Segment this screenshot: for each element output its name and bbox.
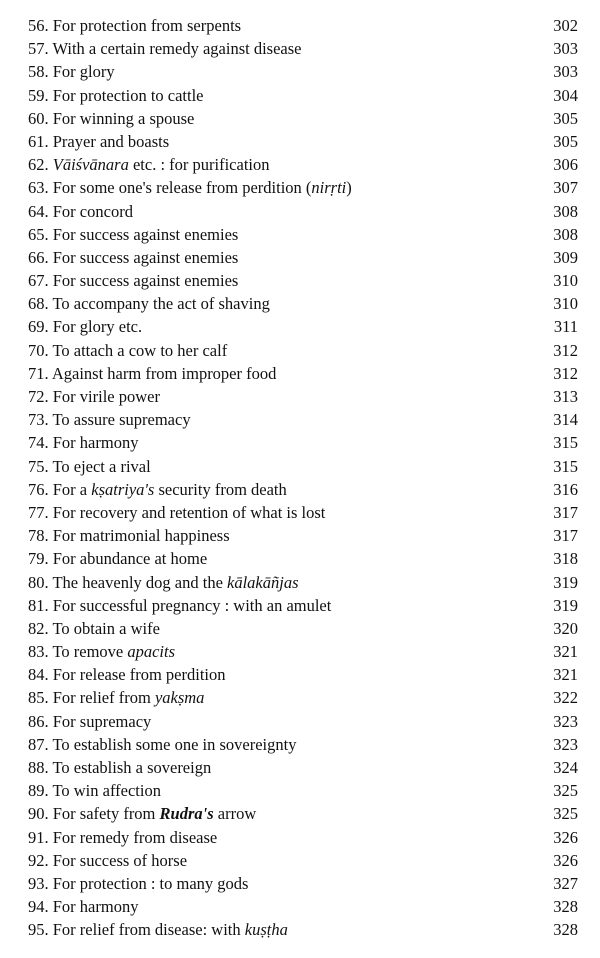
toc-entry <box>28 431 578 454</box>
toc-entry <box>28 176 578 199</box>
toc-entry-page-number: 318 <box>553 549 578 569</box>
toc-entry-title <box>28 385 160 408</box>
toc-entry <box>28 501 578 524</box>
toc-entry-title-text: 92. For success of horse <box>28 850 188 870</box>
toc-entry <box>28 826 578 849</box>
toc-entry-page-number: 315 <box>553 433 578 453</box>
toc-entry-title-italic: kālakāñjas <box>227 572 299 592</box>
toc-entry <box>28 246 578 269</box>
toc-entry-page-number: 312 <box>553 363 578 383</box>
toc-entry-page-number: 308 <box>553 201 578 221</box>
toc-entry-title <box>28 918 288 941</box>
toc-entry <box>28 200 578 223</box>
toc-entry-title <box>28 802 256 825</box>
toc-entry-title <box>28 756 211 779</box>
toc-entry-title-italic: apacits <box>127 642 176 662</box>
toc-entry-title-text: ) <box>346 178 352 198</box>
toc-entry-title-text: 75. To eject a rival <box>28 456 151 476</box>
toc-entry-title-text: arrow <box>213 804 257 824</box>
toc-entry <box>28 918 578 941</box>
toc-entry-title <box>28 663 225 686</box>
toc-entry-title-text: 95. For relief from disease: with <box>28 920 245 940</box>
toc-entry-title-bold-italic: Rudra's <box>159 804 214 824</box>
toc-entry-page-number: 326 <box>553 850 578 870</box>
toc-entry-page-number: 316 <box>553 479 578 499</box>
toc-entry-title-text: 64. For concord <box>28 201 133 221</box>
toc-entry-title <box>28 60 115 83</box>
toc-entry-title <box>28 84 204 107</box>
toc-entry-title-text: 57. With a certain remedy against disease <box>28 39 302 59</box>
toc-entry-page-number: 320 <box>553 618 578 638</box>
toc-entry <box>28 315 578 338</box>
toc-entry-title-text: 94. For harmony <box>28 897 139 917</box>
toc-entry-title <box>28 130 169 153</box>
toc-entry <box>28 895 578 918</box>
toc-entry-title-text: 78. For matrimonial happiness <box>28 526 230 546</box>
toc-entry-title-italic: Vāiśvānara <box>52 155 129 175</box>
toc-entry-page-number: 309 <box>553 247 578 267</box>
toc-entry-title-text: 72. For virile power <box>28 387 160 406</box>
toc-entry-page-number: 306 <box>553 155 578 175</box>
toc-entry-page-number: 325 <box>553 804 578 824</box>
toc-entry-title-text: 81. For successful pregnancy : with an amulet <box>28 595 332 615</box>
toc-entry <box>28 60 578 83</box>
toc-entry <box>28 84 578 107</box>
toc-entry-title <box>28 524 230 547</box>
toc-entry-title <box>28 547 207 570</box>
toc-entry-title-text: 56. For protection from serpents <box>28 16 242 35</box>
toc-entry <box>28 640 578 663</box>
toc-entry-title-text: 86. For supremacy <box>28 711 152 731</box>
toc-entry <box>28 269 578 292</box>
toc-entry-page-number: 328 <box>553 920 578 940</box>
toc-entry-title-text: 68. To accompany the act of shaving <box>28 294 270 314</box>
toc-entry-title <box>28 640 175 663</box>
toc-entry-title-text: 60. For winning a spouse <box>28 108 195 128</box>
toc-entry-title-text: 69. For glory etc. <box>28 317 143 337</box>
toc-entry-title-text: 91. For remedy from disease <box>28 827 218 847</box>
toc-entry-title <box>28 246 238 269</box>
toc-entry-page-number: 303 <box>553 62 578 82</box>
toc-entry-title-text: 82. To obtain a wife <box>28 618 160 638</box>
toc-entry-title <box>28 594 331 617</box>
toc-entry-title-text: 77. For recovery and retention of what is lost <box>28 502 326 522</box>
toc-entry-title-text: 67. For success against enemies <box>28 271 239 291</box>
toc-entry-title-text: 58. For glory <box>28 62 115 82</box>
toc-entry-page-number: 317 <box>553 526 578 546</box>
toc-entry-page-number: 326 <box>553 827 578 847</box>
toc-entry <box>28 130 578 153</box>
toc-entry-page-number: 308 <box>553 224 578 244</box>
toc-entry-page-number: 322 <box>553 688 578 708</box>
toc-entry-page-number: 314 <box>553 410 578 430</box>
toc-entry-title <box>28 362 276 385</box>
toc-entry-title <box>28 455 151 478</box>
toc-entry <box>28 571 578 594</box>
toc-entry-title-italic: nirṛti <box>311 178 347 198</box>
toc-entry-title <box>28 826 217 849</box>
toc-entry-page-number: 327 <box>553 873 578 893</box>
toc-entry <box>28 107 578 130</box>
toc-entry-title <box>28 153 270 176</box>
toc-entry-title-text: 90. For safety from <box>28 804 160 824</box>
toc-entry-page-number: 324 <box>553 758 578 777</box>
toc-entry-title <box>28 14 241 37</box>
toc-entry <box>28 802 578 825</box>
toc-entry-page-number: 312 <box>553 340 578 360</box>
toc-entry <box>28 223 578 246</box>
toc-entry-page-number: 328 <box>553 897 578 917</box>
toc-entry-page-number: 317 <box>553 502 578 522</box>
toc-entry <box>28 872 578 895</box>
toc-entry-title-text: 66. For success against enemies <box>28 247 239 267</box>
toc-entry <box>28 733 578 756</box>
toc-entry-title-text: 61. Prayer and boasts <box>28 131 170 151</box>
toc-entry <box>28 455 578 478</box>
toc-entry <box>28 617 578 640</box>
toc-entry <box>28 37 578 60</box>
toc-entry-title <box>28 710 151 733</box>
toc-entry-page-number: 302 <box>553 16 578 35</box>
toc-entry-title <box>28 292 270 315</box>
toc-entry-title <box>28 223 238 246</box>
toc-entry-title <box>28 339 227 362</box>
toc-entry-title-text: 84. For release from perdition <box>28 665 226 685</box>
toc-entry-title <box>28 571 299 594</box>
toc-entry <box>28 362 578 385</box>
toc-entry <box>28 594 578 617</box>
toc-entry <box>28 779 578 802</box>
toc-entry-page-number: 310 <box>553 271 578 291</box>
toc-entry <box>28 710 578 733</box>
toc-entry-page-number: 323 <box>553 711 578 731</box>
toc-entry-title <box>28 176 352 199</box>
toc-entry-title-text: 73. To assure supremacy <box>28 410 191 430</box>
toc-entry-title-text: 65. For success against enemies <box>28 224 239 244</box>
toc-entry-title-italic: yakṣma <box>154 688 205 708</box>
table-of-contents <box>28 14 578 942</box>
toc-entry-title-text: 59. For protection to cattle <box>28 85 204 105</box>
toc-entry-page-number: 319 <box>553 595 578 615</box>
toc-entry <box>28 478 578 501</box>
toc-entry <box>28 14 578 37</box>
toc-entry-title-text: 80. The heavenly dog and the <box>28 572 228 592</box>
toc-entry-title <box>28 779 161 802</box>
toc-entry-title-italic: kṣatriya's <box>91 479 155 499</box>
toc-entry-title-text: 89. To win affection <box>28 781 161 801</box>
toc-entry <box>28 663 578 686</box>
toc-entry-page-number: 319 <box>553 572 578 592</box>
toc-entry <box>28 547 578 570</box>
toc-entry-title-text: 79. For abundance at home <box>28 549 208 569</box>
toc-entry <box>28 849 578 872</box>
toc-entry <box>28 385 578 408</box>
toc-entry-title-text: 88. To establish a sovereign <box>28 758 212 777</box>
toc-entry-title-italic: kuṣṭha <box>244 920 288 940</box>
toc-entry-title <box>28 107 194 130</box>
toc-entry-page-number: 303 <box>553 39 578 59</box>
toc-entry-title-text: 83. To remove <box>28 642 128 662</box>
toc-entry-title <box>28 269 238 292</box>
toc-entry-page-number: 313 <box>553 387 578 406</box>
toc-entry-page-number: 307 <box>553 178 578 198</box>
toc-entry-title-text: 76. For a <box>28 479 92 499</box>
toc-entry-page-number: 325 <box>553 781 578 801</box>
toc-entry-page-number: 321 <box>553 665 578 685</box>
toc-entry-page-number: 323 <box>553 734 578 754</box>
toc-entry-title <box>28 849 187 872</box>
toc-entry <box>28 153 578 176</box>
toc-entry-title <box>28 617 160 640</box>
toc-entry-title <box>28 37 301 60</box>
toc-entry <box>28 756 578 779</box>
toc-entry-title-text: etc. : for purification <box>128 155 270 175</box>
toc-entry-title <box>28 686 204 709</box>
toc-entry <box>28 686 578 709</box>
toc-entry-title-text: security from death <box>154 479 287 499</box>
toc-entry-title-text: 93. For protection : to many gods <box>28 873 249 893</box>
toc-entry-title <box>28 478 287 501</box>
toc-entry-page-number: 304 <box>553 85 578 105</box>
toc-entry <box>28 408 578 431</box>
toc-entry-title-text: 70. To attach a cow to her calf <box>28 340 228 360</box>
toc-entry <box>28 339 578 362</box>
toc-entry-title <box>28 872 248 895</box>
toc-entry-title-text: 87. To establish some one in sovereignty <box>28 734 297 754</box>
toc-entry-title-text: 63. For some one's release from perdition ( <box>28 178 312 198</box>
toc-entry-title-text: 74. For harmony <box>28 433 139 453</box>
toc-entry-title <box>28 895 138 918</box>
toc-entry-page-number: 310 <box>553 294 578 314</box>
toc-entry-page-number: 305 <box>553 131 578 151</box>
toc-entry-title <box>28 315 142 338</box>
toc-entry-title-text: 71. Against harm from improper food <box>28 363 277 383</box>
toc-entry-title <box>28 431 138 454</box>
toc-entry-title <box>28 733 296 756</box>
toc-entry <box>28 524 578 547</box>
toc-entry-title-text: 85. For relief from <box>28 688 155 708</box>
toc-entry <box>28 292 578 315</box>
toc-entry-page-number: 305 <box>553 108 578 128</box>
toc-entry-title <box>28 408 191 431</box>
toc-entry-page-number: 315 <box>553 456 578 476</box>
toc-entry-title <box>28 501 325 524</box>
toc-entry-title-text: 62. <box>28 155 53 175</box>
toc-entry-page-number: 311 <box>553 317 578 337</box>
toc-entry-title <box>28 200 133 223</box>
toc-entry-page-number: 321 <box>553 642 578 662</box>
